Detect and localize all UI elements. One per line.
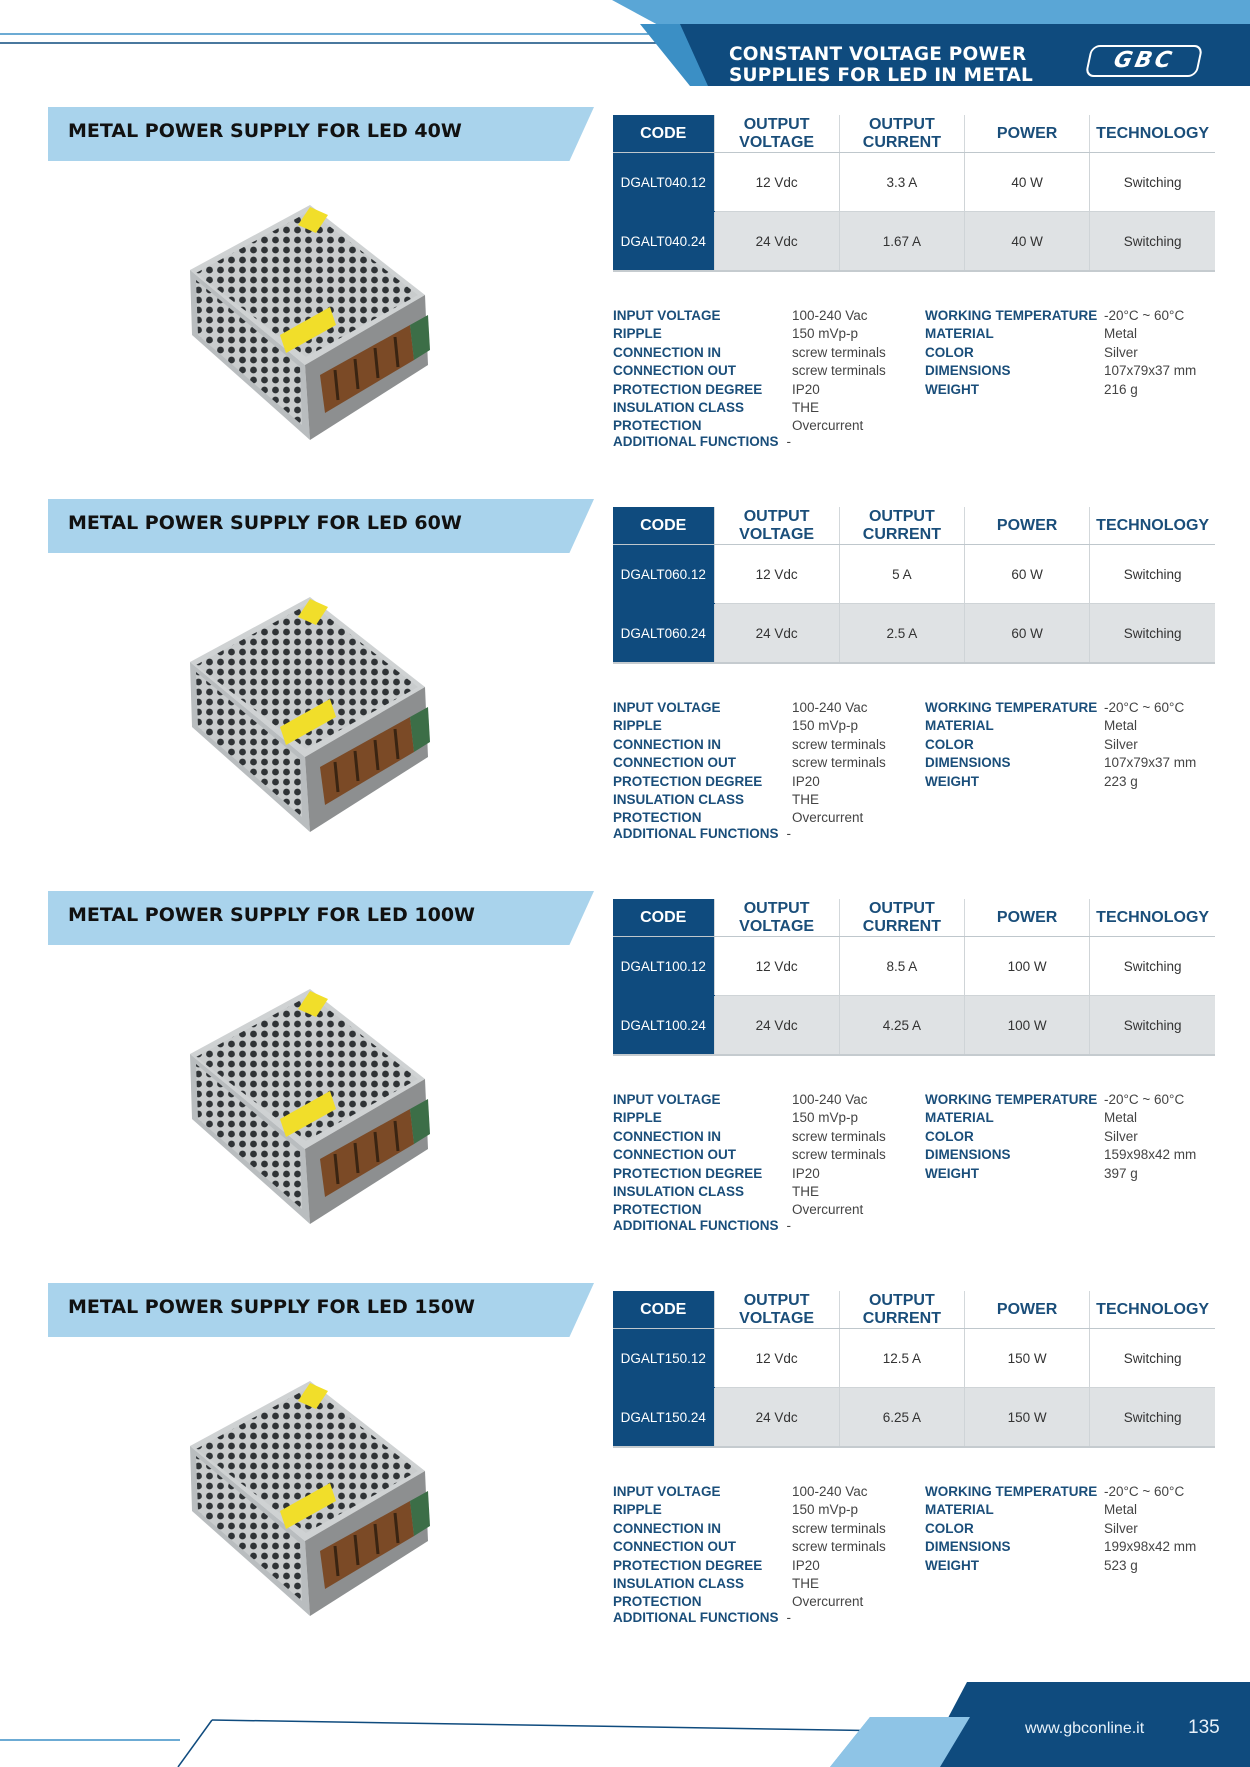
power-supply-image <box>160 969 460 1249</box>
cell-current: 6.25 A <box>839 1388 964 1448</box>
label-dimensions: DIMENSIONS <box>925 363 1011 379</box>
label-input-voltage: INPUT VOLTAGE <box>613 1484 721 1499</box>
col-output-voltage: OUTPUT VOLTAGE <box>714 1291 839 1329</box>
spec-labels-left <box>613 1091 762 1220</box>
label-color: COLOR <box>925 736 974 752</box>
cell-code: DGALT150.12 <box>613 1329 714 1388</box>
cell-code: DGALT100.12 <box>613 937 714 996</box>
value-connection-out: screw terminals <box>792 1539 886 1555</box>
label-dimensions: DIMENSIONS <box>925 1147 1011 1163</box>
value-connection-in: screw terminals <box>792 344 886 360</box>
label-connection-out: CONNECTION OUT <box>613 363 736 379</box>
value-insulation-class: THE <box>792 792 819 808</box>
col-code: CODE <box>613 115 714 153</box>
spec-values-left <box>792 1483 886 1612</box>
value-protection-degree: IP20 <box>792 381 820 397</box>
value-dimensions: 199x98x42 mm <box>1104 1539 1197 1555</box>
value-color: Silver <box>1104 1520 1138 1536</box>
table-row <box>613 153 1215 212</box>
cell-current: 2.5 A <box>839 604 964 664</box>
label-insulation-class: INSULATION CLASS <box>613 400 744 416</box>
spec-table <box>613 1291 1215 1448</box>
label-working-temperature: WORKING TEMPERATURE <box>925 1092 1098 1107</box>
label-working-temperature: WORKING TEMPERATURE <box>925 308 1098 323</box>
cell-technology: Switching <box>1090 937 1215 996</box>
value-color: Silver <box>1104 344 1138 360</box>
label-material: MATERIAL <box>925 1110 994 1126</box>
product-section <box>0 107 1250 499</box>
label-input-voltage: INPUT VOLTAGE <box>613 308 721 323</box>
footer-url[interactable]: www.gbconline.it <box>1025 1720 1145 1737</box>
col-output-current: OUTPUT CURRENT <box>839 899 964 937</box>
value-connection-out: screw terminals <box>792 755 886 771</box>
col-technology: TECHNOLOGY <box>1090 115 1215 153</box>
cell-power: 100 W <box>965 937 1090 996</box>
cell-current: 12.5 A <box>839 1329 964 1388</box>
table-row <box>613 937 1215 996</box>
value-additional-functions: - <box>786 1610 791 1625</box>
product-title: METAL POWER SUPPLY FOR LED 150W <box>68 1296 476 1318</box>
value-working-temperature: -20°C ~ 60°C <box>1104 1092 1185 1107</box>
col-code: CODE <box>613 507 714 545</box>
label-ripple: RIPPLE <box>613 1502 662 1518</box>
label-insulation-class: INSULATION CLASS <box>613 1184 744 1200</box>
cell-technology: Switching <box>1090 1388 1215 1448</box>
value-input-voltage: 100-240 Vac <box>792 1484 868 1499</box>
value-material: Metal <box>1104 1110 1138 1126</box>
cell-current: 3.3 A <box>839 153 964 212</box>
label-additional-functions: ADDITIONAL FUNCTIONS <box>613 434 779 449</box>
value-ripple: 150 mVp-p <box>792 326 859 342</box>
gbc-logo: GBC <box>1085 45 1204 77</box>
col-output-voltage: OUTPUT VOLTAGE <box>714 899 839 937</box>
table-row <box>613 604 1215 664</box>
cell-current: 5 A <box>839 545 964 604</box>
additional-functions <box>613 826 791 841</box>
value-additional-functions: - <box>786 1218 791 1233</box>
cell-power: 150 W <box>965 1329 1090 1388</box>
label-ripple: RIPPLE <box>613 326 662 342</box>
value-weight: 523 g <box>1104 1557 1138 1573</box>
cell-technology: Switching <box>1090 1329 1215 1388</box>
col-power: POWER <box>965 899 1090 937</box>
table-row <box>613 212 1215 272</box>
value-insulation-class: THE <box>792 1184 819 1200</box>
label-connection-in: CONNECTION IN <box>613 1520 721 1536</box>
label-ripple: RIPPLE <box>613 1110 662 1126</box>
col-output-current: OUTPUT CURRENT <box>839 1291 964 1329</box>
cell-code: DGALT060.12 <box>613 545 714 604</box>
value-additional-functions: - <box>786 434 791 449</box>
cell-voltage: 24 Vdc <box>714 604 839 664</box>
label-material: MATERIAL <box>925 718 994 734</box>
value-additional-functions: - <box>786 826 791 841</box>
label-protection: PROTECTION <box>613 1202 702 1218</box>
col-technology: TECHNOLOGY <box>1090 507 1215 545</box>
cell-code: DGALT100.24 <box>613 996 714 1056</box>
product-section <box>0 1283 1250 1675</box>
value-protection: Overcurrent <box>792 1594 864 1610</box>
spec-labels-right <box>925 1091 1097 1183</box>
col-output-current: OUTPUT CURRENT <box>839 507 964 545</box>
cell-voltage: 12 Vdc <box>714 1329 839 1388</box>
table-row <box>613 545 1215 604</box>
product-section <box>0 891 1250 1283</box>
label-color: COLOR <box>925 1128 974 1144</box>
power-supply-image <box>160 577 460 857</box>
header-title-line2: SUPPLIES FOR LED IN METAL <box>729 65 1033 86</box>
header-title <box>729 44 1033 86</box>
value-ripple: 150 mVp-p <box>792 1502 859 1518</box>
value-color: Silver <box>1104 1128 1138 1144</box>
cell-technology: Switching <box>1090 604 1215 664</box>
spec-table-header <box>613 899 1215 937</box>
value-connection-in: screw terminals <box>792 1128 886 1144</box>
value-protection: Overcurrent <box>792 418 864 434</box>
cell-current: 8.5 A <box>839 937 964 996</box>
label-insulation-class: INSULATION CLASS <box>613 792 744 808</box>
value-working-temperature: -20°C ~ 60°C <box>1104 308 1185 323</box>
col-code: CODE <box>613 1291 714 1329</box>
label-color: COLOR <box>925 344 974 360</box>
table-row <box>613 1388 1215 1448</box>
col-output-voltage: OUTPUT VOLTAGE <box>714 507 839 545</box>
label-connection-out: CONNECTION OUT <box>613 1147 736 1163</box>
product-title: METAL POWER SUPPLY FOR LED 60W <box>68 512 462 534</box>
spec-table <box>613 115 1215 272</box>
table-row <box>613 1329 1215 1388</box>
cell-technology: Switching <box>1090 153 1215 212</box>
additional-functions <box>613 1610 791 1625</box>
label-material: MATERIAL <box>925 1502 994 1518</box>
value-insulation-class: THE <box>792 1576 819 1592</box>
col-output-current: OUTPUT CURRENT <box>839 115 964 153</box>
spec-values-right <box>1104 1091 1196 1183</box>
spec-labels-right <box>925 307 1097 399</box>
spec-table <box>613 507 1215 664</box>
value-protection: Overcurrent <box>792 810 864 826</box>
value-material: Metal <box>1104 326 1138 342</box>
cell-power: 40 W <box>965 212 1090 272</box>
label-material: MATERIAL <box>925 326 994 342</box>
spec-table <box>613 899 1215 1056</box>
col-power: POWER <box>965 507 1090 545</box>
cell-technology: Switching <box>1090 545 1215 604</box>
value-color: Silver <box>1104 736 1138 752</box>
product-title: METAL POWER SUPPLY FOR LED 40W <box>68 120 462 142</box>
cell-voltage: 24 Vdc <box>714 212 839 272</box>
value-protection-degree: IP20 <box>792 1165 820 1181</box>
label-weight: WEIGHT <box>925 381 979 397</box>
label-ripple: RIPPLE <box>613 718 662 734</box>
label-additional-functions: ADDITIONAL FUNCTIONS <box>613 1218 779 1233</box>
value-insulation-class: THE <box>792 400 819 416</box>
cell-power: 60 W <box>965 604 1090 664</box>
label-weight: WEIGHT <box>925 1165 979 1181</box>
cell-technology: Switching <box>1090 996 1215 1056</box>
label-protection-degree: PROTECTION DEGREE <box>613 381 763 397</box>
label-weight: WEIGHT <box>925 773 979 789</box>
value-material: Metal <box>1104 718 1138 734</box>
label-input-voltage: INPUT VOLTAGE <box>613 700 721 715</box>
cell-code: DGALT040.24 <box>613 212 714 272</box>
power-supply-image <box>160 185 460 465</box>
spec-values-right <box>1104 1483 1196 1575</box>
value-weight: 397 g <box>1104 1165 1138 1181</box>
value-input-voltage: 100-240 Vac <box>792 700 868 715</box>
label-dimensions: DIMENSIONS <box>925 755 1011 771</box>
label-protection-degree: PROTECTION DEGREE <box>613 1165 763 1181</box>
cell-voltage: 12 Vdc <box>714 545 839 604</box>
value-connection-in: screw terminals <box>792 1520 886 1536</box>
label-protection-degree: PROTECTION DEGREE <box>613 773 763 789</box>
col-technology: TECHNOLOGY <box>1090 899 1215 937</box>
header-title-line1: CONSTANT VOLTAGE POWER <box>729 44 1027 65</box>
spec-labels-right <box>925 699 1097 791</box>
value-ripple: 150 mVp-p <box>792 1110 859 1126</box>
value-working-temperature: -20°C ~ 60°C <box>1104 700 1185 715</box>
cell-power: 150 W <box>965 1388 1090 1448</box>
page-number: 135 <box>1188 1717 1220 1738</box>
cell-voltage: 24 Vdc <box>714 996 839 1056</box>
label-working-temperature: WORKING TEMPERATURE <box>925 700 1098 715</box>
spec-labels-left <box>613 699 762 828</box>
cell-voltage: 12 Vdc <box>714 153 839 212</box>
col-code: CODE <box>613 899 714 937</box>
product-title: METAL POWER SUPPLY FOR LED 100W <box>68 904 476 926</box>
value-connection-out: screw terminals <box>792 363 886 379</box>
value-dimensions: 107x79x37 mm <box>1104 363 1197 379</box>
spec-values-left <box>792 307 886 436</box>
label-additional-functions: ADDITIONAL FUNCTIONS <box>613 1610 779 1625</box>
value-weight: 223 g <box>1104 773 1138 789</box>
spec-labels-left <box>613 1483 762 1612</box>
value-working-temperature: -20°C ~ 60°C <box>1104 1484 1185 1499</box>
cell-code: DGALT150.24 <box>613 1388 714 1448</box>
label-weight: WEIGHT <box>925 1557 979 1573</box>
value-material: Metal <box>1104 1502 1138 1518</box>
spec-labels-left <box>613 307 762 436</box>
value-input-voltage: 100-240 Vac <box>792 308 868 323</box>
cell-current: 4.25 A <box>839 996 964 1056</box>
additional-functions <box>613 434 791 449</box>
label-protection: PROTECTION <box>613 810 702 826</box>
label-additional-functions: ADDITIONAL FUNCTIONS <box>613 826 779 841</box>
table-row <box>613 996 1215 1056</box>
cell-power: 100 W <box>965 996 1090 1056</box>
spec-values-left <box>792 699 886 828</box>
spec-values-right <box>1104 307 1196 399</box>
cell-code: DGALT040.12 <box>613 153 714 212</box>
cell-voltage: 24 Vdc <box>714 1388 839 1448</box>
spec-values-left <box>792 1091 886 1220</box>
label-insulation-class: INSULATION CLASS <box>613 1576 744 1592</box>
cell-code: DGALT060.24 <box>613 604 714 664</box>
label-dimensions: DIMENSIONS <box>925 1539 1011 1555</box>
value-dimensions: 107x79x37 mm <box>1104 755 1197 771</box>
label-connection-in: CONNECTION IN <box>613 736 721 752</box>
col-technology: TECHNOLOGY <box>1090 1291 1215 1329</box>
col-power: POWER <box>965 1291 1090 1329</box>
spec-labels-right <box>925 1483 1097 1575</box>
cell-voltage: 12 Vdc <box>714 937 839 996</box>
col-power: POWER <box>965 115 1090 153</box>
label-protection: PROTECTION <box>613 1594 702 1610</box>
label-connection-out: CONNECTION OUT <box>613 755 736 771</box>
header-graphic <box>0 0 1250 95</box>
product-section <box>0 499 1250 891</box>
value-weight: 216 g <box>1104 381 1138 397</box>
label-protection: PROTECTION <box>613 418 702 434</box>
label-input-voltage: INPUT VOLTAGE <box>613 1092 721 1107</box>
power-supply-image <box>160 1361 460 1641</box>
spec-table-header <box>613 115 1215 153</box>
spec-table-header <box>613 1291 1215 1329</box>
value-connection-out: screw terminals <box>792 1147 886 1163</box>
label-connection-in: CONNECTION IN <box>613 344 721 360</box>
value-ripple: 150 mVp-p <box>792 718 859 734</box>
value-protection: Overcurrent <box>792 1202 864 1218</box>
label-color: COLOR <box>925 1520 974 1536</box>
label-connection-in: CONNECTION IN <box>613 1128 721 1144</box>
cell-power: 40 W <box>965 153 1090 212</box>
additional-functions <box>613 1218 791 1233</box>
cell-power: 60 W <box>965 545 1090 604</box>
value-protection-degree: IP20 <box>792 773 820 789</box>
spec-values-right <box>1104 699 1196 791</box>
value-connection-in: screw terminals <box>792 736 886 752</box>
value-dimensions: 159x98x42 mm <box>1104 1147 1197 1163</box>
spec-table-header <box>613 507 1215 545</box>
value-input-voltage: 100-240 Vac <box>792 1092 868 1107</box>
cell-technology: Switching <box>1090 212 1215 272</box>
cell-current: 1.67 A <box>839 212 964 272</box>
label-protection-degree: PROTECTION DEGREE <box>613 1557 763 1573</box>
label-connection-out: CONNECTION OUT <box>613 1539 736 1555</box>
col-output-voltage: OUTPUT VOLTAGE <box>714 115 839 153</box>
label-working-temperature: WORKING TEMPERATURE <box>925 1484 1098 1499</box>
value-protection-degree: IP20 <box>792 1557 820 1573</box>
